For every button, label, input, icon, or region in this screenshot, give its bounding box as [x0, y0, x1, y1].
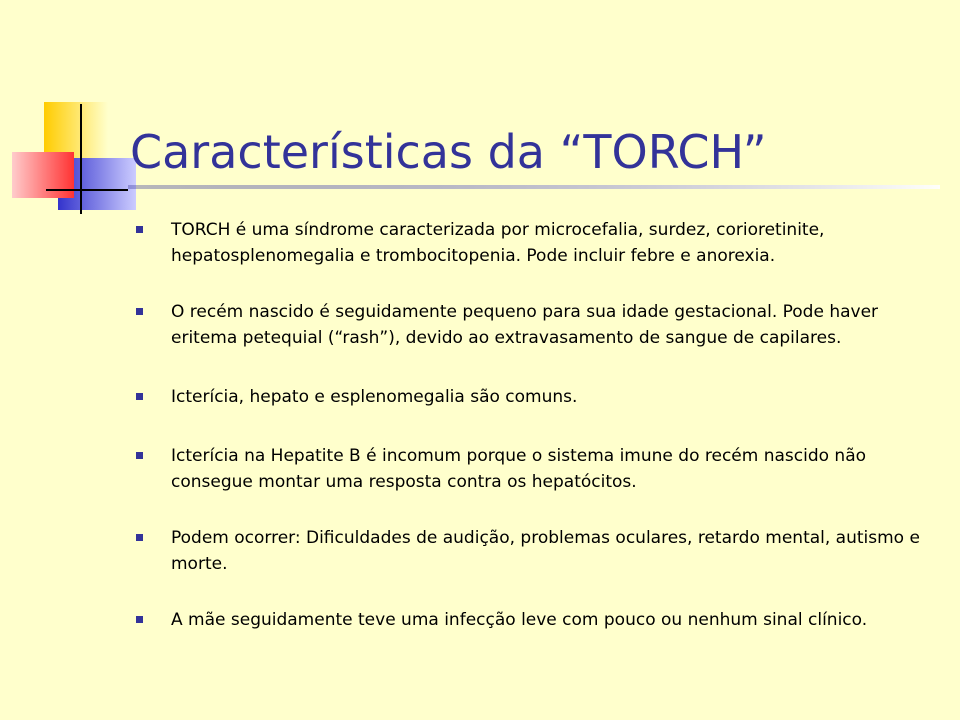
- square-bullet-icon: [136, 616, 143, 623]
- square-bullet-icon: [136, 534, 143, 541]
- square-bullet-icon: [136, 452, 143, 459]
- slide-title: Características da “TORCH”: [130, 125, 767, 179]
- bullet-item: [136, 443, 926, 495]
- bullet-text: O recém nascido é seguidamente pequeno para sua idade gestacional. Pode haver eritema petequial (“rash”), devido ao extravasamento de sangue de capilares.: [171, 302, 879, 348]
- square-bullet-icon: [136, 308, 143, 315]
- square-bullet-icon: [136, 226, 143, 233]
- bullet-text: Icterícia, hepato e esplenomegalia são comuns.: [171, 387, 578, 407]
- bullet-item: [136, 299, 926, 351]
- bullet-text: Icterícia na Hepatite B é incomum porque o sistema imune do recém nascido não consegue montar uma resposta contra os hepatócitos.: [171, 446, 867, 492]
- bullet-text: Podem ocorrer: Dificuldades de audição, problemas oculares, retardo mental, autismo e morte.: [171, 528, 920, 574]
- bullet-item: [136, 525, 926, 577]
- bullet-text: TORCH é uma síndrome caracterizada por microcefalia, surdez, corioretinite, hepatosplenomegalia e trombocitopenia. Pode incluir febre e anorexia.: [171, 220, 825, 266]
- bullet-item: [136, 217, 926, 269]
- square-bullet-icon: [136, 393, 143, 400]
- bullet-list: [136, 217, 926, 633]
- red-square: [12, 152, 74, 198]
- bullet-item: [136, 384, 926, 410]
- bullet-text: A mãe seguidamente teve uma infecção leve com pouco ou nenhum sinal clínico.: [171, 610, 868, 630]
- yellow-square: [44, 102, 108, 160]
- bullet-item: [136, 607, 926, 633]
